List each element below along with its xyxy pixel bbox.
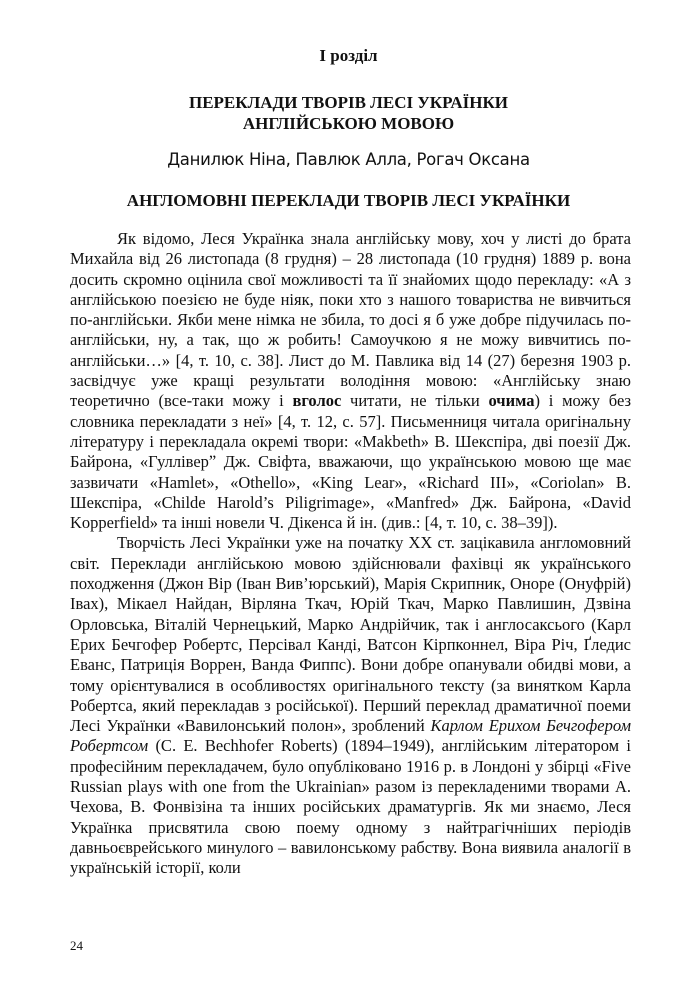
bold-emphasis: очима xyxy=(488,391,535,411)
bold-emphasis: вголос xyxy=(292,391,342,411)
paragraph-text: Як відомо, Леся Українка знала англійську мову, хоч у листі до брата Михайла від 26 листопада (8 грудня) – 28 листопада (10 грудня) 1889 р. вона досить скромно оцінила свої можливості та її знайомих щодо перекладу: «А з англійською поезією не буде ніяк, поки хто з нашого товариства не вивчиться по-англійськи. Якби мене німка не збила, то досі я б уже добре підучилась по-англійськи, ну, а так, що ж робить! Самоучкою я не можу вивчитись по-англійськи…» [4, т. 10, с. 38]. Лист до М. Павлика від 14 (27) березня 1903 р. засвідчує уже кращі результати володіння мовою: «Англійську знаю теоретично (все-таки можу і xyxy=(70,229,631,411)
paragraph-text: читати, не тільки xyxy=(341,391,489,411)
body-paragraph-2 xyxy=(70,533,631,878)
article-title: АНГЛОМОВНІ ПЕРЕКЛАДИ ТВОРІВ ЛЕСІ УКРАЇНКИ xyxy=(126,191,571,210)
paragraph-text: (C. E. Bechhofer Roberts) (1894–1949), англійським літератором і професійним перекладачем, було опубліковано 1916 р. в Лондоні у збірці «Five Russian plays with one from the Ukrainian» разом із перекладеними творами А. Чехова, В. Фонвізіна та інших російських драматургів. Як ми знаємо, Леся Українка присвятила свою поему одному з найтрагічніших періодів давньоєврейського минулого – вавилонському рабству. Вона виявила аналогії в українській історії, коли xyxy=(70,736,631,878)
authors-line: Данилюк Ніна, Павлюк Алла, Рогач Оксана xyxy=(167,150,530,169)
paragraph-text: ) і можу без словника перекладати з неї» [4, т. 12, с. 57]. Письменниця читала оригінальну літературу і перекладала окремі твори: «Makbeth» В. Шекспіра, дві поезії Дж. Байрона, «Гулліверˮ Дж. Свіфта, вважаючи, що українською мовою ще має зазвичати «Hamlet», «Othello», «King Lear», «Richard III», «Coriolan» В. Шекспіра, «Childe Harold’s Piligrimage», «Manfred» Дж. Байрона, «David Kopperfield» та інші новели Ч. Дікенса й ін. (див.: [4, т. 10, с. 38–39]). xyxy=(70,391,631,533)
section-label: І розділ xyxy=(319,46,378,65)
chapter-title-line1: ПЕРЕКЛАДИ ТВОРІВ ЛЕСІ УКРАЇНКИ xyxy=(188,93,509,112)
page-number: 24 xyxy=(70,938,83,953)
chapter-title xyxy=(0,92,697,134)
body-paragraph-1 xyxy=(70,229,631,533)
italic-name: Карлом Ерихом Бечгофером Робертсом xyxy=(70,716,631,756)
paragraph-text: Творчість Лесі Українки уже на початку ХХ ст. зацікавила англомовний світ. Переклади англійською мовою здійснювали фахівці як українського походження (Джон Вір (Іван Вив’юрський), Марія Скрипник, Оноре (Онуфрій) Івах), Мікаел Найдан, Вірляна Ткач, Юрій Ткач, Марко Павлишин, Дзвіна Орловська, Віталій Чернецький, Марко Андрійчик, так і англосаксього (Карл Ерих Бечгофер Робертс, Персівал Канді, Ватсон Кірпконнел, Віра Річ, Ґледис Еванс, Патриція Воррен, Ванда Фиппс). Вони добре опанували обидві мови, а тому орієнтувалися в особливостях оригінального тексту (за винятком Карла Робертса, який перекладав з російської). Перший переклад драматичної поеми Лесі Українки «Вавилонський полон», зроблений xyxy=(70,533,631,736)
article-body xyxy=(70,229,631,879)
chapter-title-line2: АНГЛІЙСЬКОЮ МОВОЮ xyxy=(242,114,455,133)
